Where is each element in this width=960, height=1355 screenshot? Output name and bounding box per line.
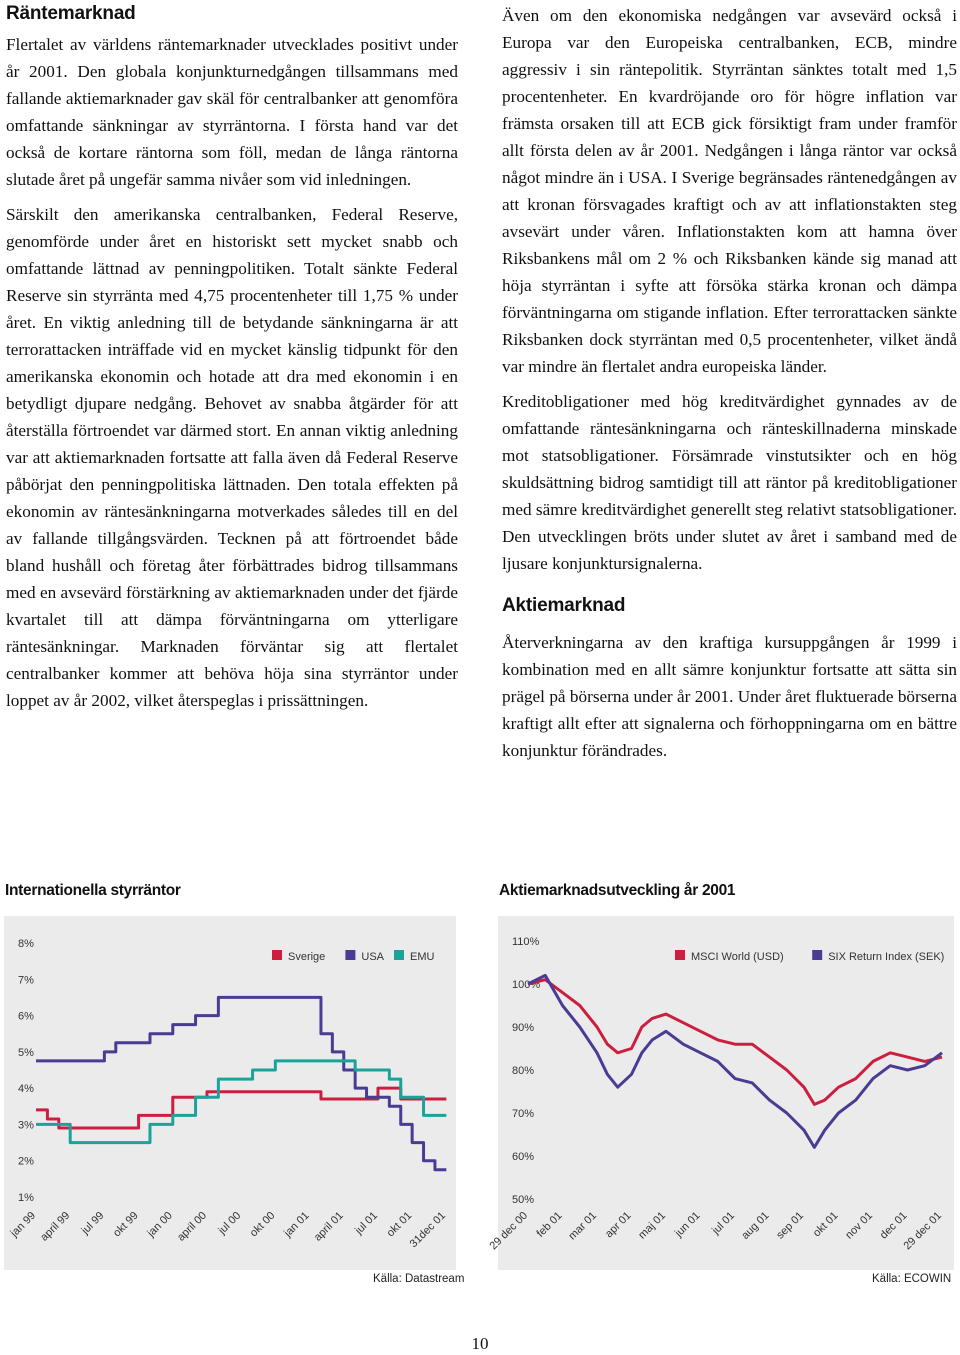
legend-label: USA bbox=[361, 951, 385, 963]
x-tick-label: mar 01 bbox=[566, 1209, 600, 1243]
x-tick-label: april 00 bbox=[175, 1209, 210, 1244]
legend-label: EMU bbox=[410, 951, 435, 963]
x-tick-label: okt 00 bbox=[247, 1209, 278, 1240]
x-tick-label: jul 01 bbox=[352, 1209, 381, 1237]
y-tick-label: 4% bbox=[18, 1083, 34, 1096]
x-tick-label: jul 99 bbox=[79, 1209, 107, 1237]
body-paragraph: Även om den ekonomiska nedgången var avsevärd också i Europa var den Europeiska centralbanken, ECB, mindre aggressiv i sin räntepolitik. Styrräntan sänktes totalt med 1,5 procentenheter. En kvardröjande oro för högre inflation var främsta orsaken till att ECB gick försiktigt fram under framför allt första delen av år 2001. Nedgången i långa räntor var också något mindre än i USA. I Sverige begränsades räntenedgången av att kronan försvagades kraftigt och av att inflationstakten steg avsevärt under våren. Inflationstakten kom att hamna över Riksbankens mål om 2 % och Riksbanken kände sig manad att höja styrräntan i syfte att försöka stärka kronan och dämpa förväntningarna om stigande inflation. Efter terrorattacken sänkte Riksbanken dock styrräntan med 0,5 procentenheter, vilket ändå var mindre än flertalet andra europeiska länder. bbox=[502, 6, 957, 376]
y-tick-label: 90% bbox=[512, 1022, 535, 1034]
x-tick-label: jun 01 bbox=[672, 1209, 703, 1240]
chart-svg bbox=[487, 916, 954, 1270]
x-tick-label: jul 01 bbox=[710, 1209, 738, 1237]
x-tick-label: okt 01 bbox=[810, 1209, 841, 1240]
x-tick-label: april 01 bbox=[311, 1209, 346, 1244]
legend-swatch bbox=[675, 950, 685, 960]
y-tick-label: 8% bbox=[18, 938, 34, 950]
section-heading-aktiemarknad: Aktiemarknad bbox=[502, 595, 626, 616]
left-text-column bbox=[6, 0, 458, 722]
body-paragraph: Kreditobligationer med hög kreditvärdighet gynnades av de omfattande räntesänkningarna och ränteskillnaderna minskade mot statsobligationer. Försämrade vinstutsikter och en hög skuldsättning bidrog samtidigt till att räntor på kreditobligationer med sämre kreditvärdighet generellt steg relativt statsobligationer. Den utvecklingen bröts under slutet av året i samband med de ljusare konjunktursignalerna. bbox=[502, 392, 957, 573]
x-tick-label: sep 01 bbox=[774, 1209, 807, 1242]
x-tick-label: okt 99 bbox=[111, 1209, 141, 1240]
legend-swatch bbox=[272, 950, 282, 960]
x-tick-label: dec 01 bbox=[877, 1209, 910, 1242]
x-tick-label: 29 dec 00 bbox=[487, 1209, 531, 1253]
x-tick-label: april 99 bbox=[38, 1209, 73, 1244]
x-tick-label: maj 01 bbox=[636, 1209, 669, 1242]
chart-title-styrrantor: Internationella styrräntor bbox=[5, 882, 181, 899]
y-tick-label: 1% bbox=[18, 1192, 34, 1204]
legend-swatch bbox=[812, 950, 822, 960]
series-line-emu bbox=[36, 1061, 446, 1143]
x-tick-label: okt 01 bbox=[384, 1209, 415, 1240]
legend-label: Sverige bbox=[288, 951, 326, 963]
legend-swatch bbox=[345, 950, 355, 960]
chart-aktiemarknadsutveckling bbox=[487, 916, 954, 1270]
chart-source-ecowin: Källa: ECOWIN bbox=[872, 1273, 952, 1285]
y-tick-label: 3% bbox=[18, 1119, 34, 1132]
y-tick-label: 2% bbox=[18, 1155, 34, 1168]
legend-swatch bbox=[394, 950, 404, 960]
section-heading-rantemarknad: Räntemarknad bbox=[6, 3, 136, 24]
series-line-six-return-index-sek- bbox=[528, 975, 942, 1147]
x-tick-label: jan 00 bbox=[145, 1209, 175, 1240]
x-tick-label: apr 01 bbox=[603, 1209, 634, 1241]
y-tick-label: 70% bbox=[512, 1108, 535, 1120]
x-tick-label: jan 01 bbox=[281, 1209, 312, 1240]
x-tick-label: nov 01 bbox=[843, 1209, 876, 1242]
chart-title-aktiemarknad: Aktiemarknadsutveckling år 2001 bbox=[499, 882, 736, 899]
y-tick-label: 80% bbox=[512, 1065, 535, 1077]
y-tick-label: 7% bbox=[18, 974, 34, 987]
x-tick-label: jan 99 bbox=[8, 1209, 39, 1240]
y-tick-label: 100% bbox=[512, 979, 541, 991]
body-paragraph: Återverkningarna av den kraftiga kursuppgången år 1999 i kombination med en allt sämre konjunktur fortsatte att sätta sin prägel på börserna under år 2001. Under året fluktuerade börserna kraftigt allt efter att signalerna och förhoppningarna om en bättre konjunktur förändrades. bbox=[502, 633, 957, 760]
x-tick-label: feb 01 bbox=[534, 1209, 565, 1240]
body-paragraph: Särskilt den amerikanska centralbanken, Federal Reserve, genomförde under året en historiskt sett mycket snabb och omfattande lättnad av penningpolitiken. Totalt sänkte Federal Reserve sin styrränta med 4,75 procentenheter till 1,75 % under året. En viktig anledning till de betydande sänkningarna är att terrorattacken inträffade vid en mycket känslig tidpunkt för den amerikanska ekonomin och hotade att dra med ekonomin i en betydligt djupare nedgång. Behovet av snabba åtgärder för att återställa förtroendet var därmed stort. En annan viktig anledning var att aktiemarknaden fortsatte att falla även då Federal Reserve påbörjat den penningpolitiska lättnaden. Den totala effekten på ekonomin av räntesänkningarna motverkades således till en del av fallande tillgångsvärden. Tecknen på att förtroendet både bland hushåll och företag åter förbättrades bidrog tillsammans med en avsevärd förstärkning av aktiemarknaden under det fjärde kvartalet till att dämpa förväntningarna om ytterligare räntesänkningar. Marknaden förväntar sig att flertalet centralbanker kommer att behöva höja sina styrräntor under loppet av år 2002, vilket återspeglas i prissättningen. bbox=[6, 205, 458, 710]
series-line-sverige bbox=[36, 1088, 446, 1128]
legend-label: SIX Return Index (SEK) bbox=[828, 951, 945, 963]
y-tick-label: 50% bbox=[512, 1194, 535, 1206]
y-tick-label: 5% bbox=[18, 1046, 34, 1059]
x-tick-label: 31dec 01 bbox=[407, 1209, 449, 1251]
chart-source-datastream: Källa: Datastream bbox=[373, 1273, 465, 1285]
page-number: 10 bbox=[471, 1334, 489, 1353]
chart-svg bbox=[4, 916, 456, 1270]
y-tick-label: 60% bbox=[512, 1151, 535, 1163]
right-text-column bbox=[502, 0, 957, 772]
y-tick-label: 6% bbox=[18, 1010, 34, 1023]
x-tick-label: aug 01 bbox=[739, 1209, 772, 1242]
y-tick-label: 110% bbox=[512, 936, 540, 948]
x-tick-label: 29 dec 01 bbox=[901, 1209, 945, 1253]
body-paragraph: Flertalet av världens räntemarknader utvecklades positivt under år 2001. Den globala konjunkturnedgången tillsammans med fallande aktiemarknader gav skäl för centralbanker att genomföra omfattande sänkningar av styrräntorna. I första hand var det också de kortare räntorna som föll, medan de långa räntorna slutade året på ungefär samma nivåer som vid inledningen. bbox=[6, 35, 458, 189]
legend-label: MSCI World (USD) bbox=[691, 951, 784, 963]
x-tick-label: jul 00 bbox=[216, 1209, 244, 1237]
chart-internationella-styrrantor bbox=[4, 916, 456, 1270]
